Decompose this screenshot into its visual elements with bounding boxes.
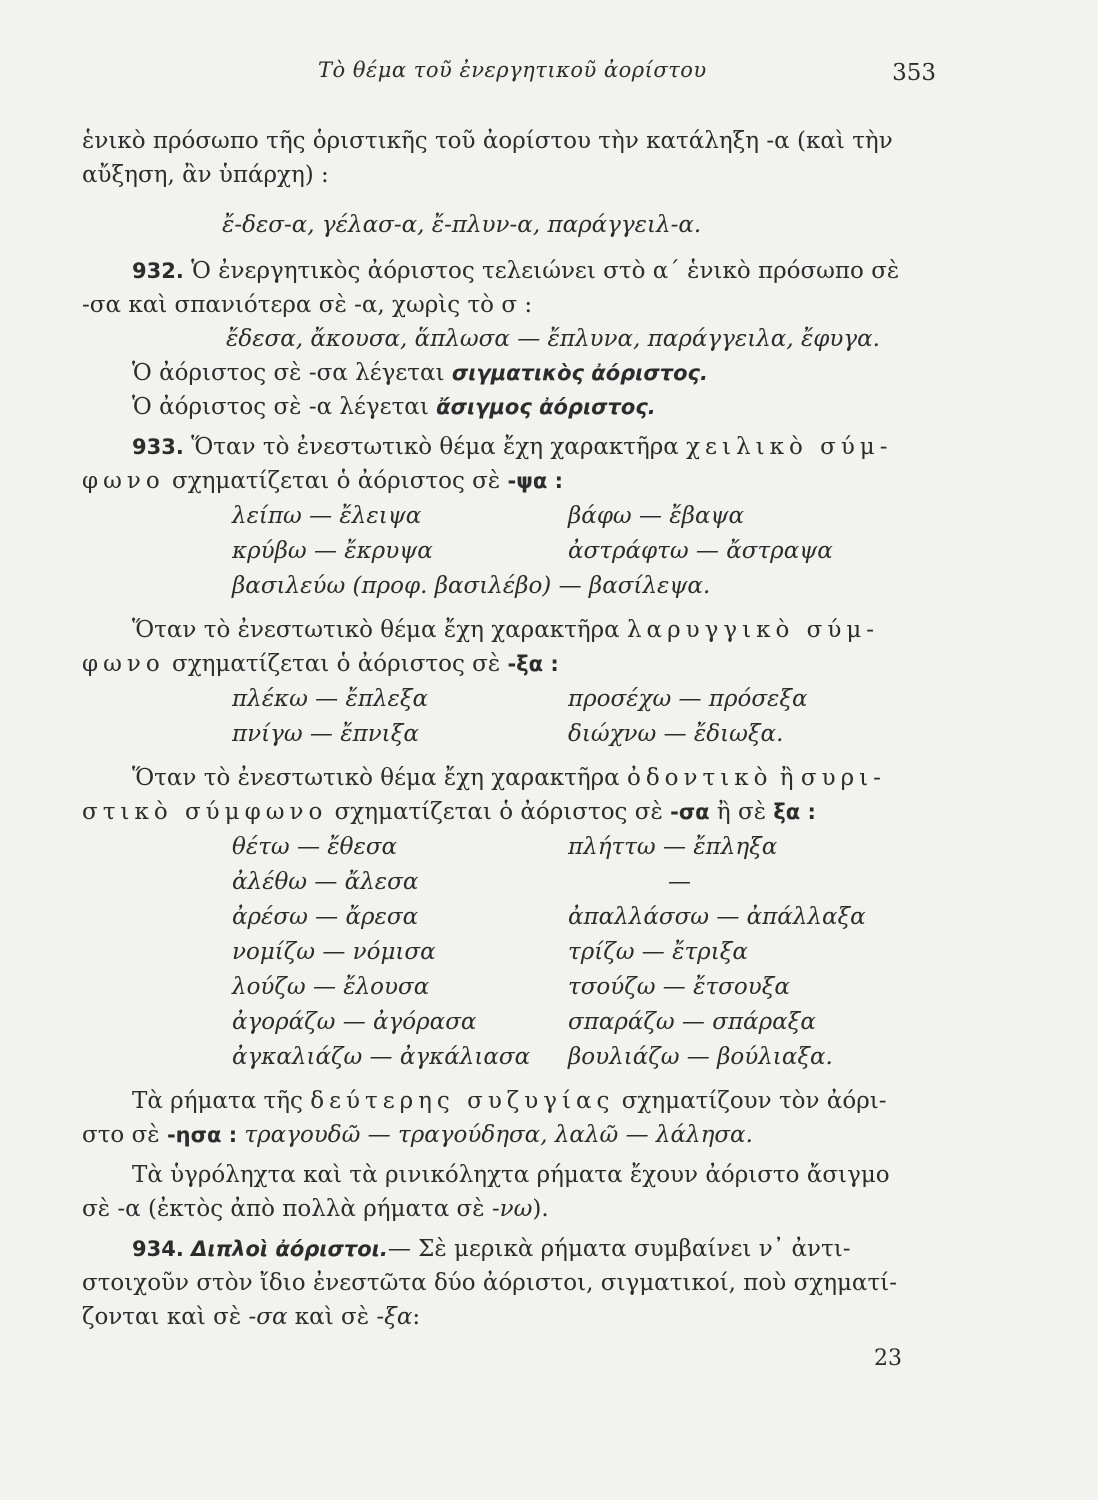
guttural-suffix: -ξα : — [507, 652, 559, 676]
labial-term-2: φωνο — [82, 468, 165, 494]
example-cell: ἀπαλλάσσω — ἀπάλλαξα — [568, 904, 866, 930]
section-934-text-3-post: : — [412, 1304, 421, 1330]
dental-term-2: συρι- — [800, 765, 886, 791]
asigmatic-term: ἄσιγμος ἀόριστος. — [436, 395, 656, 419]
section-934-suffix-1: -σα — [248, 1304, 288, 1330]
example-cell: ἀστράφτω — ἄστραψα — [568, 538, 833, 564]
intro-line-1: ἑνικὸ πρόσωπο τῆς ὁριστικῆς τοῦ ἀορίστου τὴν κατάληξη -α (καὶ τὴν — [82, 128, 893, 154]
sigmatic-term: σιγματικὸς ἀόριστος. — [451, 361, 708, 385]
section-number: 934. — [132, 1237, 184, 1261]
section-934 — [82, 1232, 942, 1334]
section-934-text-3-mid: καὶ σὲ — [287, 1304, 377, 1330]
example-cell: προσέχω — πρόσεξα — [568, 686, 808, 712]
labial-post: σχηματίζεται ὁ ἀόριστος σὲ — [164, 468, 508, 494]
example-cell: ἀγκαλιάζω — ἀγκάλιασα — [232, 1044, 531, 1070]
dental-term-1: ὀδοντικὸ — [626, 765, 773, 791]
sigmatic-pre: Ὁ ἀόριστος σὲ -σα λέγεται — [132, 360, 452, 386]
guttural-post: σχηματίζεται ὁ ἀόριστος σὲ — [164, 651, 508, 677]
liquid-line-2-post: ). — [532, 1196, 549, 1222]
example-cell: βουλιάζω — βούλιαξα. — [568, 1044, 833, 1070]
dental-or: ἢ σὲ — [709, 799, 774, 825]
section-932-text-2: -σα καὶ σπανιότερα σὲ -α, χωρὶς τὸ σ : — [82, 292, 533, 318]
section-933-guttural — [82, 613, 942, 681]
section-934-suffix-2: -ξα — [376, 1304, 413, 1330]
section-934-text-1: — Σὲ μερικὰ ρήματα συμβαίνει ν᾽ ἀντι- — [387, 1236, 851, 1262]
example-cell: βάφω — ἔβαψα — [568, 503, 745, 529]
dental-suffix-2: ξα : — [773, 800, 816, 824]
example-cell: — — [668, 869, 691, 895]
body-text — [82, 124, 942, 1334]
labial-suffix: -ψα : — [507, 469, 564, 493]
dental-examples — [82, 831, 942, 1074]
asigmatic-definition — [82, 390, 942, 424]
second-pre: Τὰ ρήματα τῆς — [132, 1088, 311, 1114]
example-cell: πλέκω — ἔπλεξα — [232, 686, 429, 712]
sigmatic-definition — [82, 356, 942, 390]
guttural-pre: Ὅταν τὸ ἐνεστωτικὸ θέμα ἔχη χαρακτῆρα — [132, 617, 627, 643]
section-934-title: Διπλοὶ ἀόριστοι. — [183, 1237, 388, 1261]
running-title: Τὸ θέμα τοῦ ἐνεργητικοῦ ἀορίστου — [318, 58, 707, 82]
guttural-examples — [82, 683, 942, 751]
liquid-nasal-paragraph — [82, 1158, 942, 1226]
example-cell: σπαράζω — σπάραξα — [568, 1009, 816, 1035]
labial-examples — [82, 500, 942, 603]
second-term: δεύτερης συζυγίας — [310, 1088, 615, 1114]
example-cell: λείπω — ἔλειψα — [232, 503, 422, 529]
example-cell: ἀλέθω — ἄλεσα — [232, 869, 419, 895]
intro-line-2: αὔξηση, ἂν ὑπάρχη) : — [82, 162, 329, 188]
example-cell: πλήττω — ἔπληξα — [568, 834, 778, 860]
example-cell: λούζω — ἔλουσα — [232, 974, 430, 1000]
liquid-line-1: Τὰ ὑγρόληχτα καὶ τὰ ρινικόληχτα ρήματα ἔχουν ἀόριστο ἄσιγμο — [132, 1162, 890, 1188]
guttural-term-1: λαρυγγικὸ σύμ- — [626, 617, 880, 643]
second-examples: τραγουδῶ — τραγούδησα, λαλῶ — λάλησα. — [237, 1122, 753, 1148]
example-cell: ἀγοράζω — ἀγόρασα — [232, 1009, 477, 1035]
section-933-labial — [82, 430, 942, 498]
example-cell: ἀρέσω — ἄρεσα — [232, 904, 419, 930]
section-number: 933. — [132, 435, 184, 459]
section-932-examples: ἔδεσα, ἄκουσα, ἅπλωσα — ἔπλυνα, παράγγειλα, ἔφυγα. — [226, 326, 880, 352]
example-cell: κρύβω — ἔκρυψα — [232, 538, 433, 564]
example-cell: πνίγω — ἔπνιξα — [232, 721, 419, 747]
dental-term-3: στικὸ σύμφωνο — [82, 799, 328, 825]
page-number: 353 — [892, 60, 936, 86]
asigmatic-pre: Ὁ ἀόριστος σὲ -α λέγεται — [132, 394, 437, 420]
section-933-dental — [82, 761, 942, 829]
example-cell: τσούζω — ἔτσουξα — [568, 974, 790, 1000]
example-cell: θέτω — ἔθεσα — [232, 834, 398, 860]
section-932-text-1: Ὁ ἐνεργητικὸς ἀόριστος τελειώνει στὸ α΄ ἑνικὸ πρόσωπο σὲ — [183, 258, 900, 284]
running-header — [0, 58, 1098, 98]
example-cell: τρίζω — ἔτριξα — [568, 939, 748, 965]
dental-pre: Ὅταν τὸ ἐνεστωτικὸ θέμα ἔχη χαρακτῆρα — [132, 765, 627, 791]
dental-suffix-1: -σα — [670, 800, 710, 824]
section-932 — [82, 254, 942, 322]
example-cell: νομίζω — νόμισα — [232, 939, 436, 965]
intro-example: ἔ-δεσ-α, γέλασ-α, ἔ-πλυν-α, παράγγειλ-α. — [222, 212, 702, 238]
section-934-text-2: στοιχοῦν στὸν ἴδιο ἐνεστῶτα δύο ἀόριστοι, σιγματικοί, ποὺ σχηματί- — [82, 1270, 897, 1296]
section-934-text-3-pre: ζονται καὶ σὲ — [82, 1304, 249, 1330]
example-cell: βασιλεύω (προφ. βασιλέβο) — βασίλεψα. — [232, 573, 711, 599]
signature-mark: 23 — [874, 1346, 902, 1371]
dental-mid: ἢ — [772, 765, 801, 791]
labial-term-1: χειλικὸ σύμ- — [686, 434, 893, 460]
intro-paragraph — [82, 124, 942, 192]
dental-post: σχηματίζεται ὁ ἀόριστος σὲ — [327, 799, 671, 825]
second-line2-pre: στο σὲ — [82, 1122, 167, 1148]
second-post: σχηματίζουν τὸν ἀόρι- — [614, 1088, 887, 1114]
example-cell: διώχνω — ἔδιωξα. — [568, 721, 784, 747]
second-suffix: -ησα : — [166, 1123, 238, 1147]
liquid-line-2-suffix: -νω — [491, 1196, 533, 1222]
labial-pre: Ὅταν τὸ ἐνεστωτικὸ θέμα ἔχη χαρακτῆρα — [183, 434, 687, 460]
second-conjugation-paragraph — [82, 1084, 942, 1152]
liquid-line-2-pre: σὲ -α (ἐκτὸς ἀπὸ πολλὰ ρήματα σὲ — [82, 1196, 492, 1222]
guttural-term-2: φωνο — [82, 651, 165, 677]
section-number: 932. — [132, 259, 184, 283]
